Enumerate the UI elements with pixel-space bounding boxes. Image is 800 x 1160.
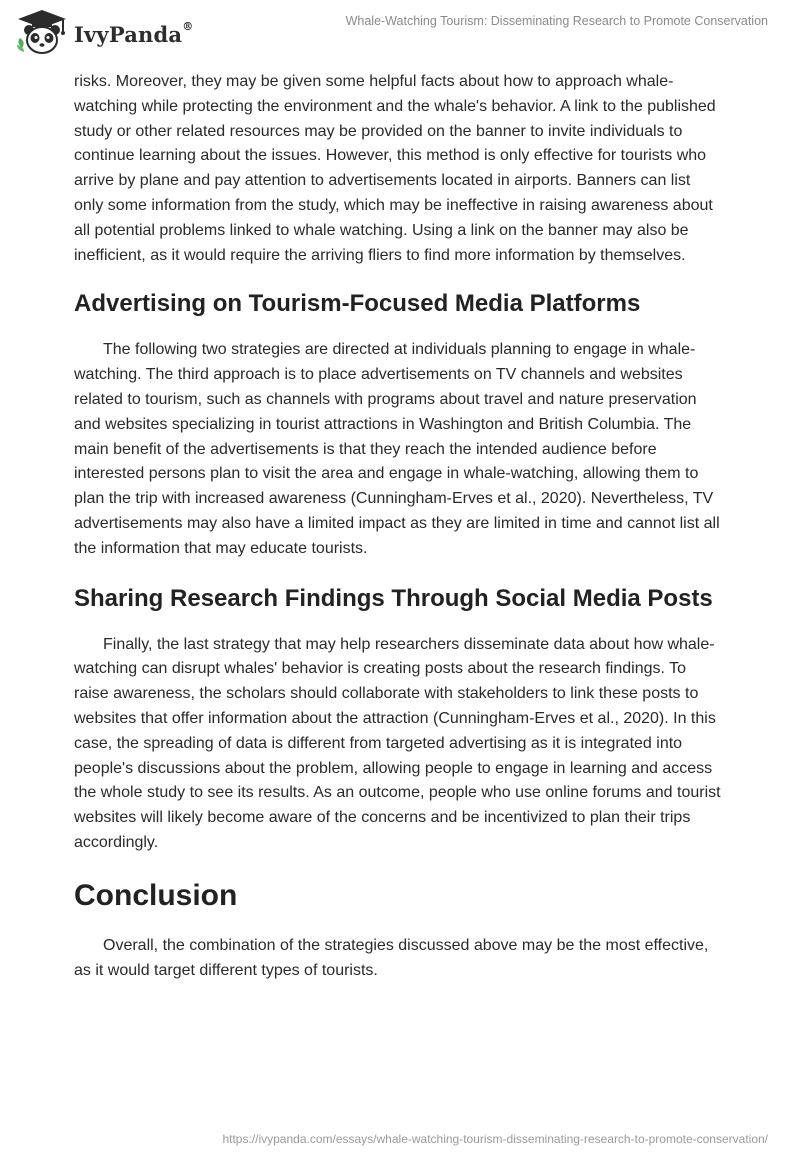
advertising-paragraph: The following two strategies are directed at individuals planning to engage in whale-watching. The third approach is to place advertisements on TV channels and websites related to tourism, such as channels with programs about travel and nature preservation and websites specializing in tourist attractions in Washington and British Columbia. The main benefit of the advertisements is that they reach the intended audience before interested persons plan to visit the area and engage in whale-watching, allowing them to plan the trip with increased awareness (Cunningham-Erves et al., 2020). Nevertheless, TV advertisements may also have a limited impact as they are limited in time and cannot list all the information that may educate tourists. bbox=[74, 341, 720, 557]
ivypanda-logo[interactable] bbox=[14, 8, 193, 56]
essay-body bbox=[74, 70, 724, 983]
registered-mark: ® bbox=[182, 19, 194, 33]
intro-paragraph: risks. Moreover, they may be given some helpful facts about how to approach whale-watching while protecting the environment and the whale's behavior. A link to the published study or other related resources may be provided on the banner to invite individuals to continue learning about the issues. However, this method is only effective for tourists who arrive by plane and pay attention to advertisements located in airports. Banners can list only some information from the study, which may be ineffective in raising awareness about all potential problems linked to whale watching. Using a link on the banner may also be inefficient, as it would require the arriving fliers to find more information by themselves. bbox=[74, 73, 716, 264]
social-media-paragraph: Finally, the last strategy that may help researchers disseminate data about how whale-watching can disrupt whales' behavior is creating posts about the research findings. To raise awareness, the scholars should collaborate with stakeholders to link these posts to websites that offer information about the attraction (Cunningham-Erves et al., 2020). In this case, the spreading of data is different from targeted advertising as it is integrated into people's discussions about the problem, allowing people to engage in learning and access the whole study to see its results. As an outcome, people who use online forums and tourist websites will likely become aware of the concerns and be incentivized to plan their trips accordingly. bbox=[74, 635, 721, 851]
conclusion-paragraph: Overall, the combination of the strategies discussed above may be the most effective, as it would target different types of tourists. bbox=[74, 936, 709, 979]
document-title: Whale-Watching Tourism: Disseminating Research to Promote Conservation bbox=[345, 14, 768, 28]
section-heading-conclusion: Conclusion bbox=[74, 878, 238, 912]
page-header bbox=[0, 0, 800, 60]
source-url-link[interactable]: https://ivypanda.com/essays/whale-watching-tourism-disseminating-research-to-promote-conservation/ bbox=[222, 1132, 768, 1146]
panda-graduate-icon bbox=[14, 8, 70, 56]
section-heading-advertising: Advertising on Tourism-Focused Media Platforms bbox=[74, 290, 641, 318]
brand-name: IvyPanda® bbox=[74, 19, 194, 47]
section-heading-social-media: Sharing Research Findings Through Social Media Posts bbox=[74, 584, 713, 612]
